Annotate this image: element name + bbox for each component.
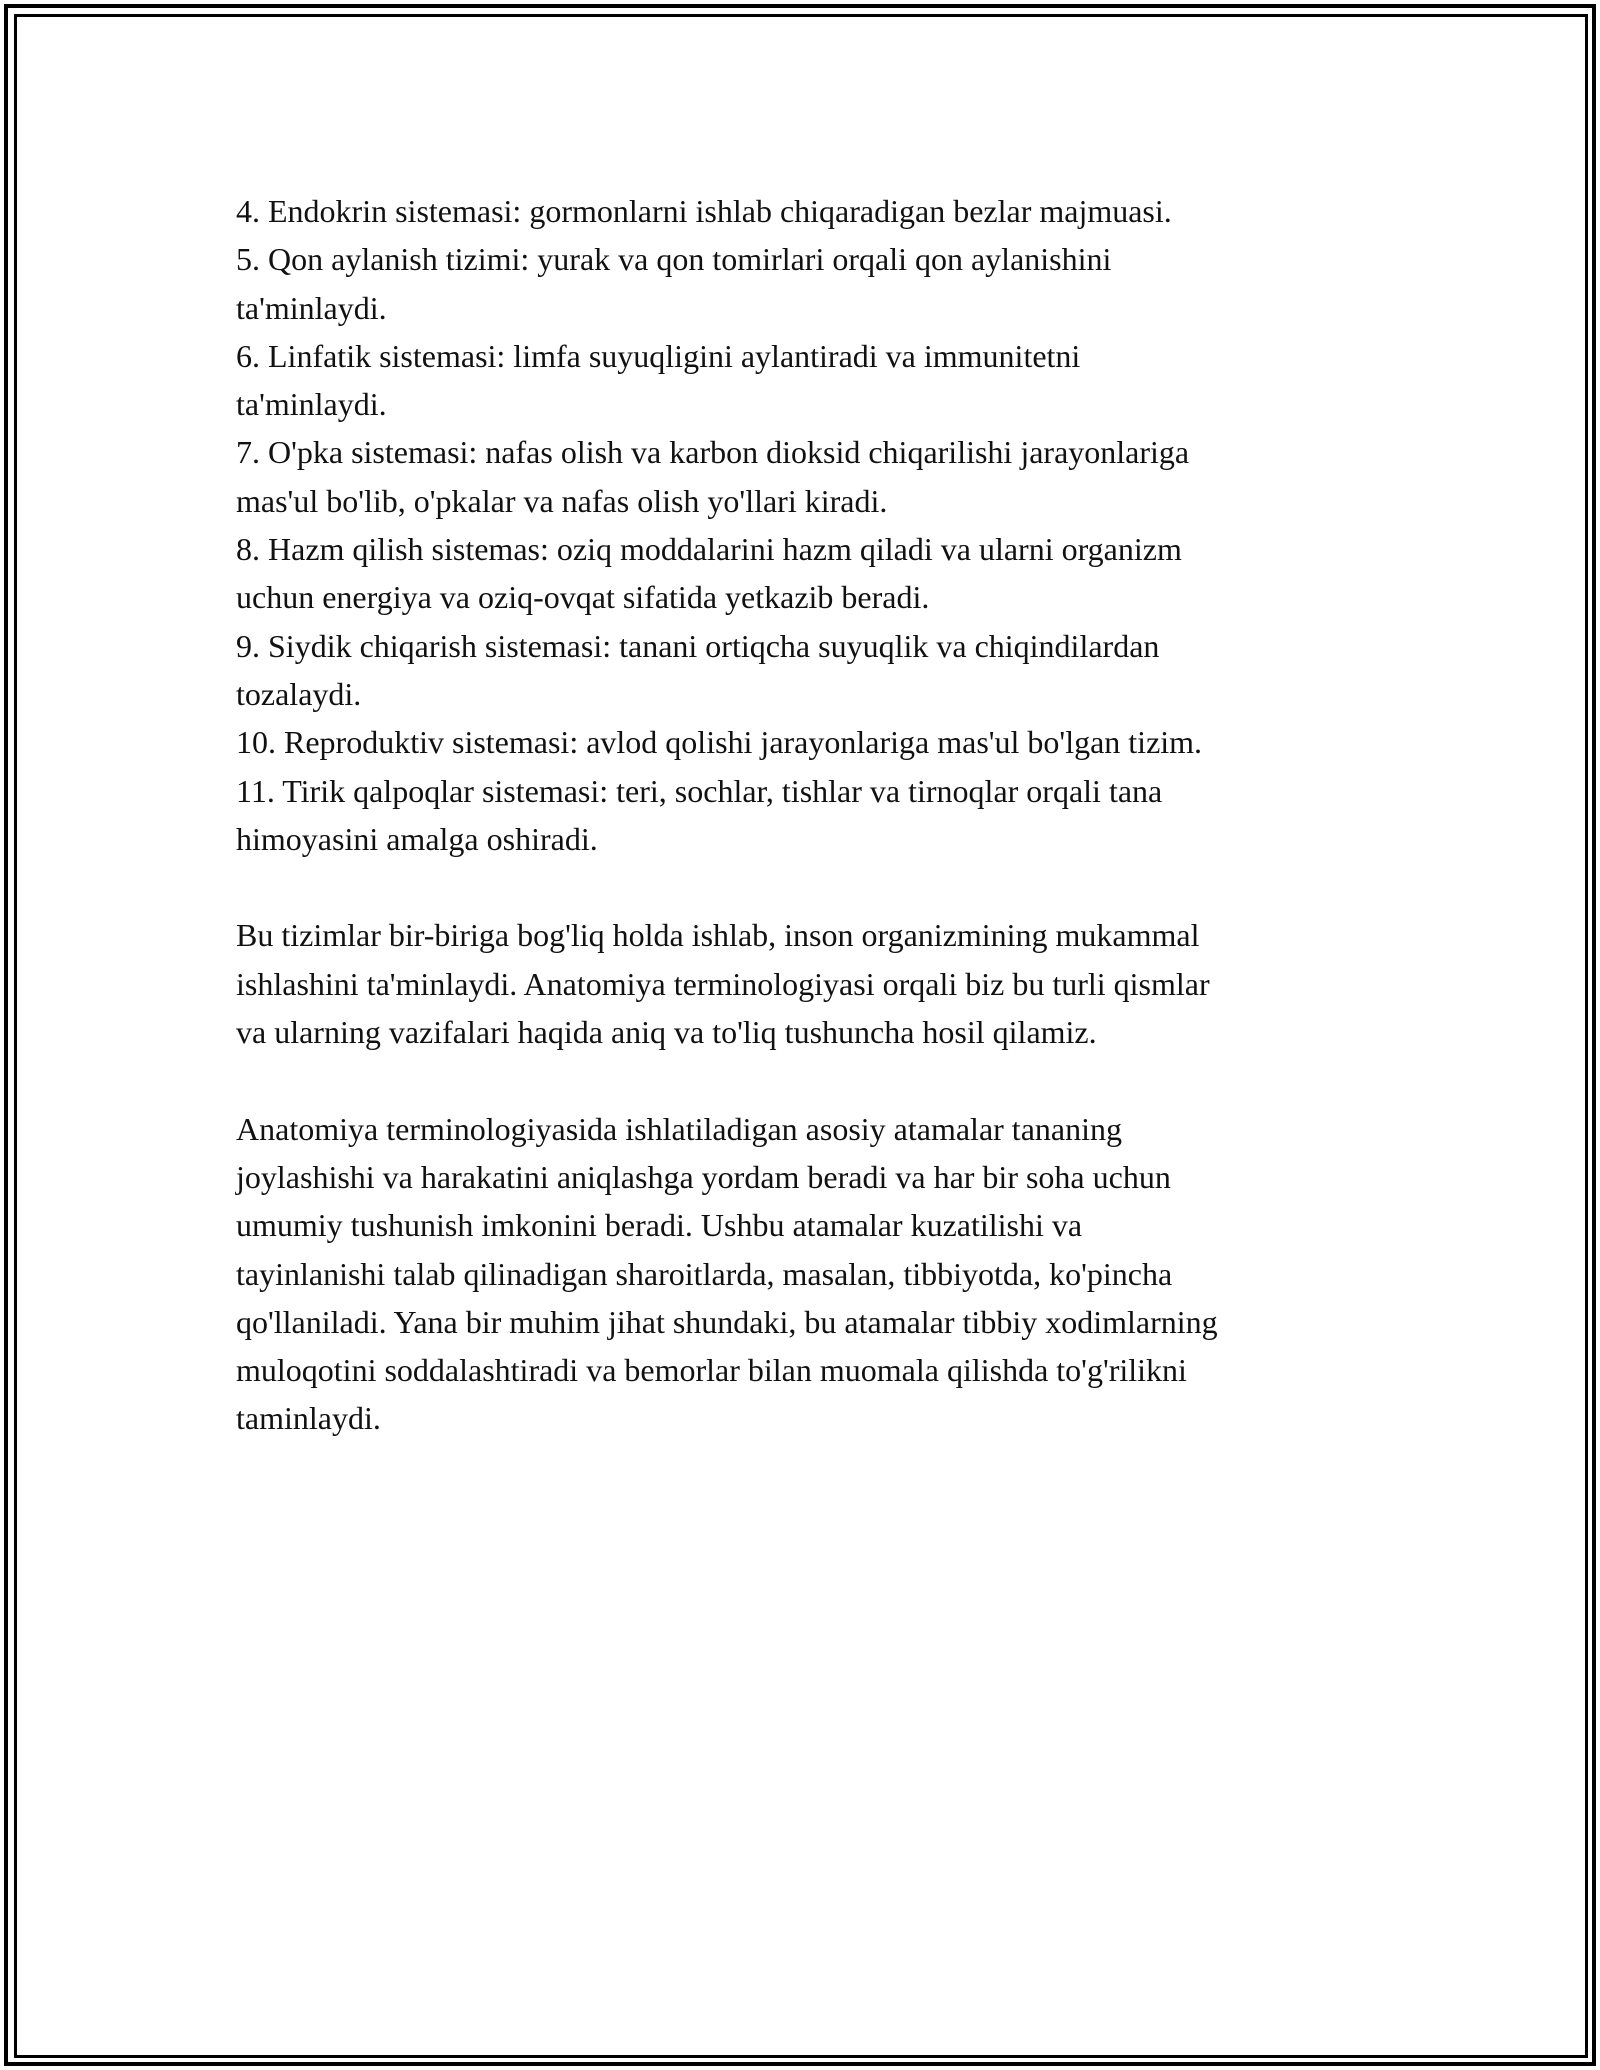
list-item-integumentary: 11. Tirik qalpoqlar sistemasi: teri, sochlar, tishlar va tirnoqlar orqali tana himoyasini amalga oshiradi. [236, 772, 1163, 857]
document-body [236, 187, 1426, 1443]
list-item-circulatory: 5. Qon aylanish tizimi: yurak va qon tomirlari orqali qon aylanishini ta'minlaydi. [236, 241, 1112, 326]
list-item-endocrine: 4. Endokrin sistemasi: gormonlarni ishlab chiqaradigan bezlar majmuasi. [236, 193, 1172, 229]
paragraph-spacer [236, 1056, 1426, 1104]
paragraph-spacer [236, 863, 1426, 911]
paragraph-systems-summary: Bu tizimlar bir-biriga bog'liq holda ishlab, inson organizmining mukammal ishlashini ta'minlaydi. Anatomiya terminologiyasi orqali biz bu turli qismlar va ularning vazifalari haqida aniq va to'liq tushuncha hosil qilamiz. [236, 917, 1210, 1051]
list-item-reproductive: 10. Reproduktiv sistemasi: avlod qolishi jarayonlariga mas'ul bo'lgan tizim. [236, 724, 1203, 761]
list-item-urinary: 9. Siydik chiqarish sistemasi: tanani ortiqcha suyuqlik va chiqindilardan tozalaydi. [236, 627, 1160, 712]
paragraph-terminology: Anatomiya terminologiyasida ishlatiladigan asosiy atamalar tananing joylashishi va harakatini aniqlashga yordam beradi va har bir soha uchun umumiy tushunish imkonini beradi. Ushbu atamalar kuzatilishi va tayinlanishi talab qilinadigan sharoitlarda, masalan, tibbiyotda, ko'pincha qo'llaniladi. Yana bir muhim jihat shundaki, bu atamalar tibbiy xodimlarning muloqotini soddalashtiradi va bemorlar bilan muomala qilishda to'g'rilikni taminlaydi. [236, 1110, 1218, 1437]
list-item-digestive: 8. Hazm qilish sistemas: oziq moddalarini hazm qiladi va ularni organizm uchun energiya va oziq-ovqat sifatida yetkazib beradi. [236, 531, 1182, 616]
list-item-lymphatic: 6. Linfatik sistemasi: limfa suyuqligini aylantiradi va immunitetni ta'minlaydi. [236, 337, 1081, 423]
list-item-respiratory: 7. O'pka sistemasi: nafas olish va karbon dioksid chiqarilishi jarayonlariga mas'ul bo'lib, o'pkalar va nafas olish yo'llari kiradi. [236, 434, 1190, 519]
